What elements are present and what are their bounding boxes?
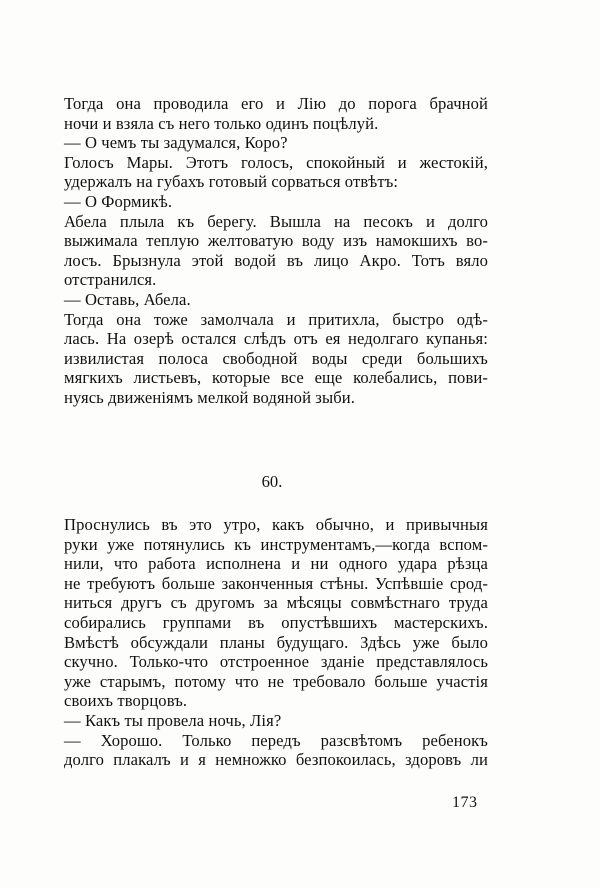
text-line: мягкихъ листьевъ, которые все еще колебались, пови- (64, 368, 488, 388)
section-number: 60. (261, 472, 283, 491)
dialogue-line: — Хорошо. Только передъ разсвѣтомъ ребенокъ (64, 730, 488, 750)
text-line: не требуютъ больше законченныя стѣны. Успѣвшіе срод- (64, 573, 488, 593)
text-line: руки уже потянулись къ инструментамъ,—когда вспом- (64, 534, 488, 554)
text-line: выжимала теплую желтоватую воду изъ намокшихъ во- (64, 231, 488, 251)
text-block-bottom (64, 515, 488, 770)
text-line: извилистая полоса свободной воды среди большихъ (64, 348, 488, 368)
text-line: скучно. Только-что отстроенное зданіе представлялось (64, 652, 488, 672)
text-line: Тогда она проводила его и Лію до порога брачной (64, 94, 488, 113)
text-line: лась. На озерѣ остался слѣдъ отъ ея недолгаго купанья: (64, 329, 488, 349)
dialogue-line: — Оставь, Абела. (64, 289, 191, 309)
text-line: Голосъ Мары. Этотъ голосъ, спокойный и жестокій, (64, 152, 488, 172)
text-line: Абела плыла къ берегу. Вышла на песокъ и долго (64, 211, 488, 231)
dialogue-line: — О Формикѣ. (64, 191, 173, 211)
text-line: отстранился. (64, 270, 157, 290)
text-block-top (64, 94, 488, 408)
text-line: лосъ. Брызнула этой водой въ лицо Акро. Тотъ вяло (64, 250, 488, 270)
text-line: Вмѣстѣ обсуждали планы будущаго. Здѣсь уже было (64, 632, 488, 652)
text-line: нуясь движеніямъ мелкой водяной зыби. (64, 387, 355, 407)
dialogue-line: — О чемъ ты задумался, Коро? (64, 133, 288, 153)
text-line: ночи и взяла съ него только одинъ поцѣлуй. (64, 113, 379, 133)
text-line: Тогда она тоже замолчала и притихла, быстро одѣ- (64, 309, 488, 329)
page-number: 173 (452, 794, 478, 811)
text-line: ниться другъ съ другомъ за мѣсяцы совмѣстнаго труда (64, 593, 488, 613)
text-line: нили, что работа исполнена и ни одного удара рѣзца (64, 554, 488, 574)
dialogue-line: — Какъ ты провела ночь, Лія? (64, 710, 282, 730)
text-line: удержалъ на губахъ готовый сорваться отвѣтъ: (64, 172, 399, 192)
text-line: уже старымъ, потому что не требовало больше участія (64, 671, 488, 691)
text-line: своихъ творцовъ. (64, 691, 188, 711)
text-line: долго плакалъ и я немножко безпокоилась, здоровъ ли (64, 750, 488, 770)
text-line: собирались группами въ опустѣвшихъ мастерскихъ. (64, 612, 488, 632)
text-line: Проснулись въ это утро, какъ обычно, и привычныя (64, 515, 488, 534)
